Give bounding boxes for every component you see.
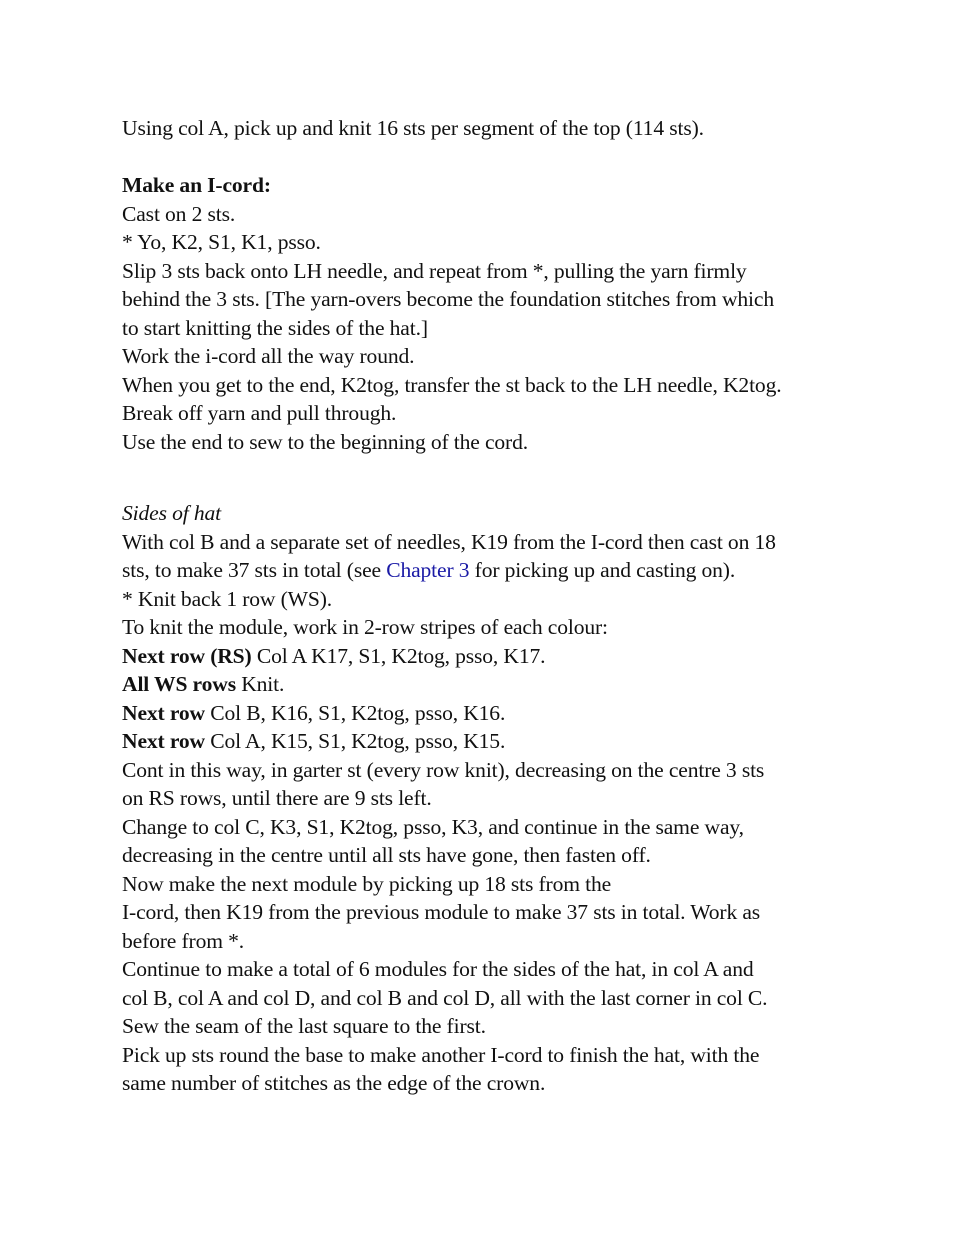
bold-label: Next row (RS) <box>122 643 252 668</box>
chapter-link[interactable]: Chapter 3 <box>386 558 470 582</box>
bold-label: All WS rows <box>122 672 236 696</box>
text-segment: Col A K17, S1, K2tog, psso, K17. <box>251 643 546 668</box>
text-line <box>122 984 776 1013</box>
text-segment: for picking up and casting on). <box>469 558 736 582</box>
text-line <box>122 870 776 899</box>
text-line <box>122 342 781 371</box>
text-line <box>122 499 776 528</box>
text-line <box>122 1069 776 1098</box>
intro-paragraph <box>122 114 704 143</box>
sides-of-hat-section <box>122 499 776 1098</box>
text-line <box>122 955 776 984</box>
text-line <box>122 528 776 557</box>
text-segment: to start knitting the sides of the hat.] <box>122 315 428 340</box>
text-line <box>122 784 776 813</box>
text-line <box>122 285 781 314</box>
text-segment: same number of stitches as the edge of the crown. <box>122 1071 546 1095</box>
text-line <box>122 1012 776 1041</box>
text-line <box>122 670 776 699</box>
text-line <box>122 841 776 870</box>
text-segment: When you get to the end, K2tog, transfer the st back to the LH needle, K2tog. <box>122 372 782 397</box>
i-cord-section <box>122 171 781 456</box>
text-line <box>122 613 776 642</box>
bold-label: Next row <box>122 700 205 725</box>
text-segment: With col B and a separate set of needles, K19 from the I-cord then cast on 18 <box>122 529 776 554</box>
text-segment: To knit the module, work in 2-row stripes of each colour: <box>122 615 608 639</box>
text-segment: col B, col A and col D, and col B and col D, all with the last corner in col C. <box>122 985 768 1010</box>
section-heading: Sides of hat <box>122 501 221 525</box>
text-line <box>122 699 776 728</box>
text-line <box>122 228 781 257</box>
text-segment: Slip 3 sts back onto LH needle, and repeat from *, pulling the yarn firmly <box>122 258 747 283</box>
text-segment: decreasing in the centre until all sts have gone, then fasten off. <box>122 843 651 867</box>
text-line <box>122 813 776 842</box>
text-segment: behind the 3 sts. [The yarn-overs become the foundation stitches from which <box>122 287 774 311</box>
text-segment: Pick up sts round the base to make another I-cord to finish the hat, with the <box>122 1042 760 1067</box>
text-line <box>122 727 776 756</box>
text-segment: Sew the seam of the last square to the first. <box>122 1014 486 1038</box>
text-segment: Col B, K16, S1, K2tog, psso, K16. <box>204 700 506 725</box>
bold-label: Make an I-cord: <box>122 173 271 197</box>
text-line <box>122 428 781 457</box>
text-segment: on RS rows, until there are 9 sts left. <box>122 786 432 810</box>
text-segment: Break off yarn and pull through. <box>122 401 397 425</box>
text-segment: sts, to make 37 sts in total (see <box>122 558 387 582</box>
text-segment: Cont in this way, in garter st (every row knit), decreasing on the centre 3 sts <box>122 757 765 782</box>
text-segment: Continue to make a total of 6 modules for the sides of the hat, in col A and <box>122 957 754 981</box>
text-line <box>122 642 776 671</box>
text-line <box>122 1041 776 1070</box>
text-segment: Work the i-cord all the way round. <box>122 344 415 368</box>
text-line <box>122 756 776 785</box>
text-line <box>122 898 776 927</box>
text-line <box>122 585 776 614</box>
text-line <box>122 257 781 286</box>
text-segment: Knit. <box>235 672 285 696</box>
text-segment: Change to col C, K3, S1, K2tog, psso, K3, and continue in the same way, <box>122 814 744 839</box>
text-segment: Using col A, pick up and knit 16 sts per segment of the top (114 sts). <box>122 116 704 140</box>
text-line <box>122 371 781 400</box>
text-line <box>122 927 776 956</box>
text-line <box>122 114 704 143</box>
text-line <box>122 399 781 428</box>
text-segment: Cast on 2 sts. <box>122 201 236 226</box>
text-line <box>122 314 781 343</box>
text-segment: I-cord, then K19 from the previous module to make 37 sts in total. Work as <box>122 900 761 924</box>
text-line <box>122 200 781 229</box>
text-segment: Col A, K15, S1, K2tog, psso, K15. <box>204 729 506 753</box>
text-segment: Use the end to sew to the beginning of the cord. <box>122 429 528 454</box>
text-segment: * Knit back 1 row (WS). <box>122 586 333 611</box>
text-segment: Now make the next module by picking up 18 sts from the <box>122 871 612 896</box>
text-segment: before from *. <box>122 928 245 953</box>
text-line <box>122 556 776 585</box>
bold-label: Next row <box>122 729 205 753</box>
text-segment: * Yo, K2, S1, K1, psso. <box>122 230 321 254</box>
text-line <box>122 171 781 200</box>
